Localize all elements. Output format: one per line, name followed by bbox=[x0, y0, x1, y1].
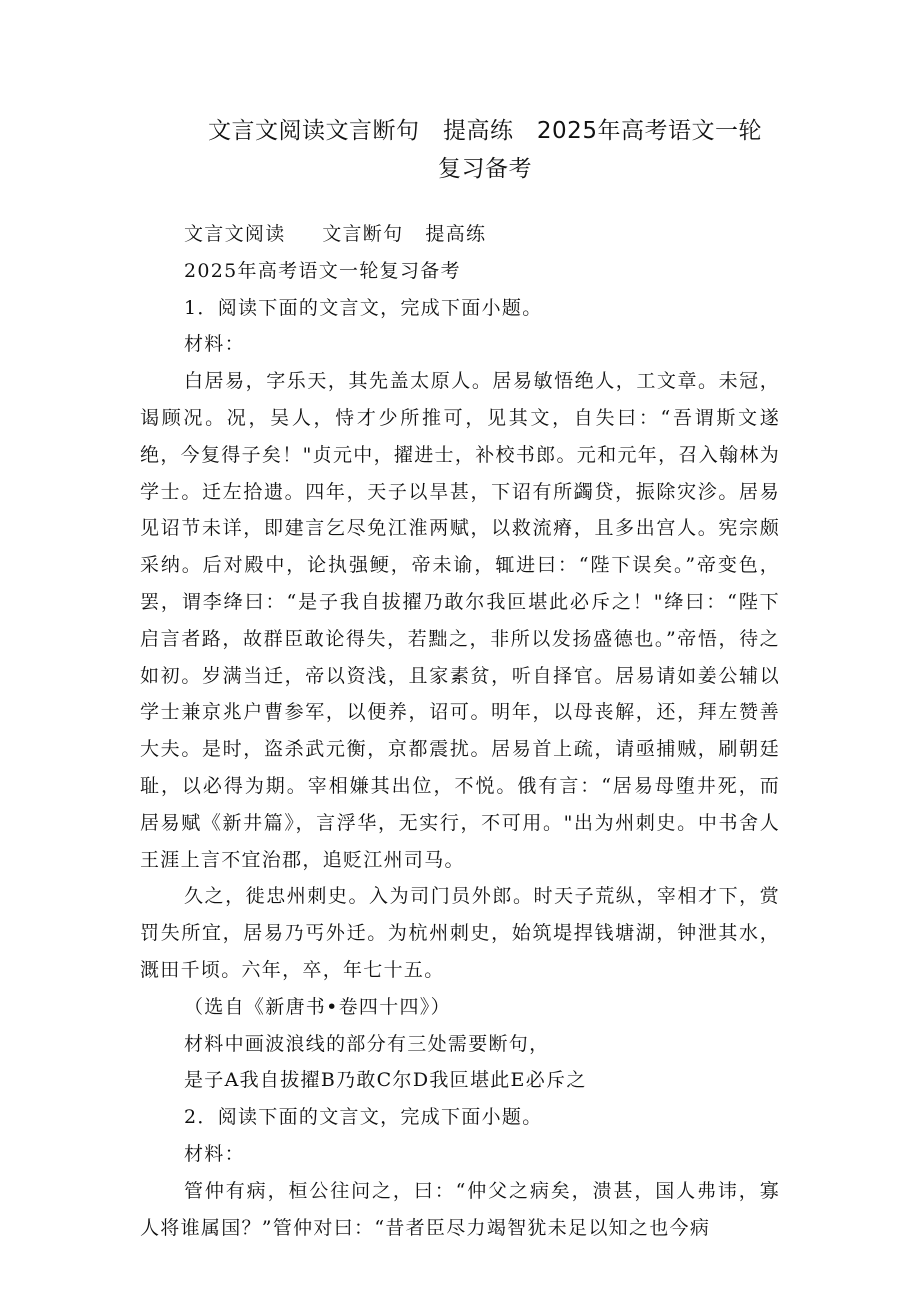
header-line-2: 2025年高考语文一轮复习备考 bbox=[184, 259, 461, 282]
question-1-paragraph-2: 久之，徙忠州刺史。入为司门员外郎。时天子荒纵，宰相才下，赏罚失所宜，居易乃丐外迁。为杭州刺史，始筑堤捍钱塘湖，钟泄其水，溉田千顷。六年，卒，年七十五。 bbox=[140, 885, 780, 981]
question-1-options: 是子A我自拔擢B乃敢C尔D我叵堪此E必斥之 bbox=[184, 1069, 587, 1092]
question-2-material-label: 材料： bbox=[184, 1142, 245, 1165]
question-1-prompt: 1．阅读下面的文言文，完成下面小题。 bbox=[184, 296, 543, 319]
header-line-1: 文言文阅读 文言断句 提高练 bbox=[184, 223, 487, 245]
question-2-prompt: 2．阅读下面的文言文，完成下面小题。 bbox=[184, 1106, 543, 1129]
question-2-paragraph-1: 管仲有病，桓公往问之，曰：“仲父之病矣，溃甚，国人弗讳，寡人将谁属国？”管仲对曰：“昔者臣尽力竭智犹未足以知之也今病 bbox=[140, 1179, 780, 1239]
question-1-source: （选自《新唐书•卷四十四》） bbox=[184, 995, 451, 1018]
question-1-paragraph-1: 白居易，字乐天，其先盖太原人。居易敏悟绝人，工文章。未冠，谒顾况。况，吴人，恃才少所推可，见其文，自失曰：“吾谓斯文遂绝，今复得子矣！"贞元中，擢进士，补校书郎。元和元年，召入翰林为学士。迁左拾遗。四年，天子以旱甚，下诏有所蠲贷，振除灾沴。居易见诏节未详，即建言乞尽免江淮两赋，以救流瘠，且多出宫人。宪宗颇采纳。后对殿中，论执强鲠，帝未谕，辄进曰：“陛下误矣。”帝变色，罢，谓李绛曰：“是子我自拔擢乃敢尔我叵堪此必斥之！"绛曰：“陛下启言者路，故群臣敢论得失，若黜之，非所以发扬盛德也。”帝悟，待之如初。岁满当迁，帝以资浅，且家素贫，听自择官。居易请如姜公辅以学士兼京兆户曹参军，以便养，诏可。明年，以母丧解，还，拜左赞善大夫。是时，盗杀武元衡，京都震扰。居易首上疏，请亟捕贼，刷朝廷耻，以必得为期。宰相嫌其出位，不悦。俄有言：“居易母堕井死，而居易赋《新井篇》，言浮华，无实行，不可用。"出为州刺史。中书舍人王涯上言不宜治郡，追贬江州司马。 bbox=[140, 370, 780, 871]
document-title bbox=[140, 112, 830, 188]
title-line-1: 文言文阅读文言断句 提高练 2025年高考语文一轮 bbox=[208, 118, 762, 144]
question-1-instruction: 材料中画波浪线的部分有三处需要断句， bbox=[184, 1032, 550, 1055]
title-line-2: 复习备考 bbox=[438, 156, 532, 182]
document-body bbox=[140, 216, 780, 1246]
question-1-material-label: 材料： bbox=[184, 333, 245, 356]
